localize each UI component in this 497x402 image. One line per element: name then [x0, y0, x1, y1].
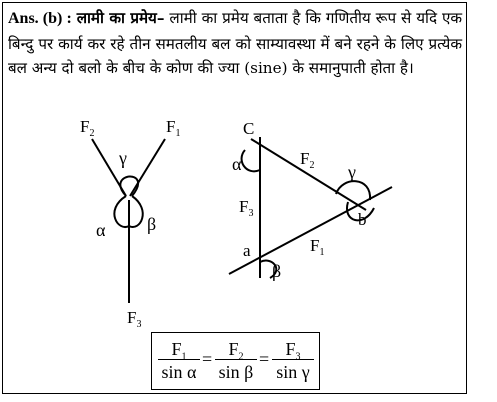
right-label-a: a: [243, 241, 251, 260]
right-label-gamma: γ: [348, 162, 356, 182]
angle-alpha-arc-right: [242, 150, 260, 171]
left-label-gamma: γ: [119, 148, 127, 168]
right-label-b: b: [358, 210, 367, 229]
left-label-beta: β: [147, 214, 157, 234]
left-label-alpha: α: [96, 220, 106, 240]
left-label-f3: $F_3$: [127, 308, 142, 330]
right-label-c: C: [243, 119, 255, 138]
force-f1-line: [130, 139, 165, 196]
formula-term-1: $\frac{F_1}{\text{sin α}}$: [158, 339, 200, 382]
lami-formula: [151, 332, 320, 390]
formula-equals-2: =: [259, 349, 270, 369]
right-label-f1: $F_1$: [310, 236, 325, 258]
right-label-f3: $F_3$: [239, 197, 254, 219]
angle-alpha-arc: [114, 196, 129, 227]
side-f1-line: [229, 187, 392, 274]
right-label-alpha: α: [232, 154, 242, 174]
answer-label: Ans. (b) :: [8, 10, 72, 27]
right-label-beta: β: [272, 261, 282, 281]
left-label-f2: $F_2$: [80, 117, 95, 139]
formula-term-2: $\frac{F_2}{\text{sin β}}$: [215, 339, 257, 382]
formula-term-3: $\frac{F_3}{\text{sin γ}}$: [272, 339, 314, 382]
left-label-f1: $F_1$: [166, 117, 181, 139]
angle-beta-arc: [129, 196, 143, 227]
angle-gamma-arc-right: [336, 181, 370, 200]
right-label-f2: $F_2$: [300, 149, 315, 171]
formula-equals-1: =: [202, 349, 213, 369]
answer-title: लामी का प्रमेय–: [76, 9, 165, 27]
answer-body: लामी का प्रमेय बताता है कि गणितीय रूप से यदि एक बिन्दु पर कार्य कर रहे तीन समतलीय बल को साम्यावस्था में बने रहने के लिए प्रत्येक बल अन्य दो बलो के बीच के कोण की ज्या (sine) के समानुपाती होता है।: [8, 9, 463, 77]
